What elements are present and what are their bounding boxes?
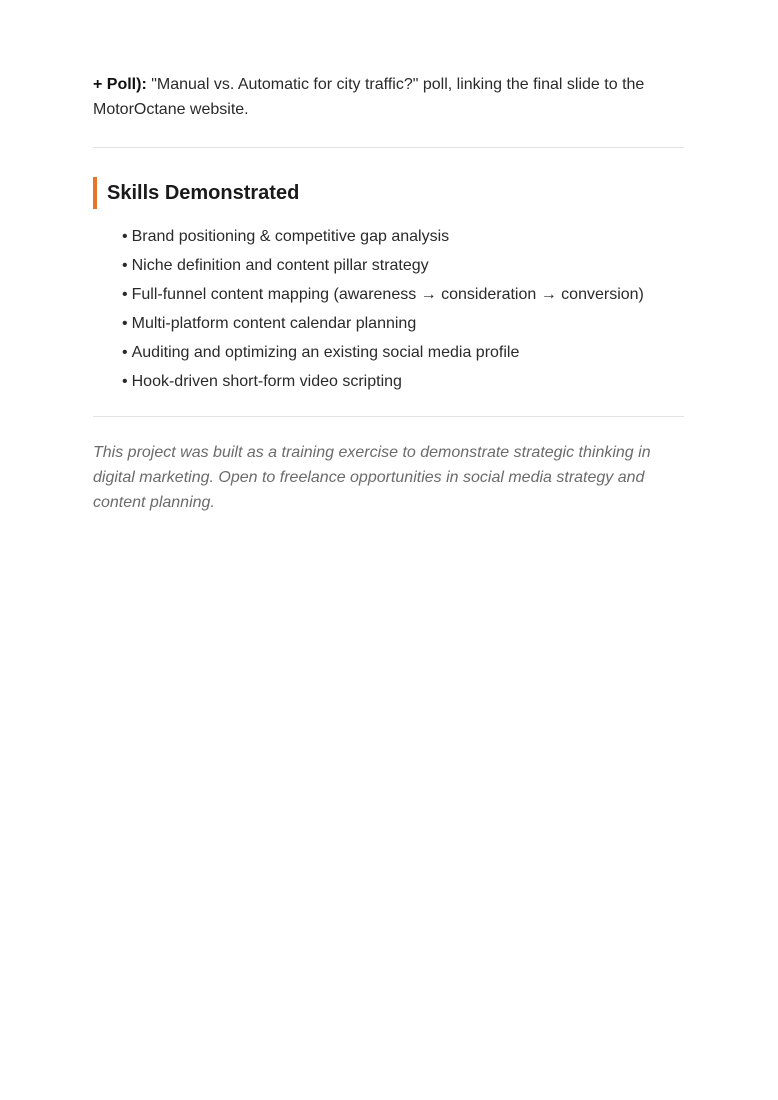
bullet: • (122, 228, 128, 245)
skills-heading: Skills Demonstrated (107, 182, 300, 204)
poll-label: + Poll): (93, 76, 147, 93)
bullet: • (122, 257, 128, 274)
list-item (122, 280, 684, 309)
skill-text: Hook-driven short-form video scripting (131, 373, 402, 390)
bullet: • (122, 373, 128, 390)
list-item (122, 367, 684, 396)
skill-text: Niche definition and content pillar strategy (131, 257, 429, 274)
list-item (122, 338, 684, 367)
list-item (122, 309, 684, 338)
bullet: • (122, 344, 128, 361)
document-page (93, 72, 684, 515)
skill-text: Auditing and optimizing an existing social media profile (131, 344, 520, 361)
section-divider (93, 147, 684, 148)
section-divider (93, 416, 684, 417)
list-item (122, 222, 684, 251)
skill-text: Brand positioning & competitive gap analysis (131, 228, 450, 245)
poll-paragraph (93, 72, 684, 122)
accent-bar (93, 177, 97, 209)
bullet: • (122, 315, 128, 332)
bullet: • (122, 286, 128, 303)
skills-list (93, 222, 684, 396)
footer-note: This project was built as a training exercise to demonstrate strategic thinking in digital marketing. Open to freelance opportunities in social media strategy and content planning. (93, 444, 651, 511)
poll-text: "Manual vs. Automatic for city traffic?" poll, linking the final slide to the MotorOctane website. (93, 76, 645, 118)
list-item (122, 251, 684, 280)
skill-text: Full-funnel content mapping (awareness → consideration → conversion) (131, 286, 644, 303)
skill-text: Multi-platform content calendar planning (131, 315, 417, 332)
skills-section-header (93, 177, 684, 209)
